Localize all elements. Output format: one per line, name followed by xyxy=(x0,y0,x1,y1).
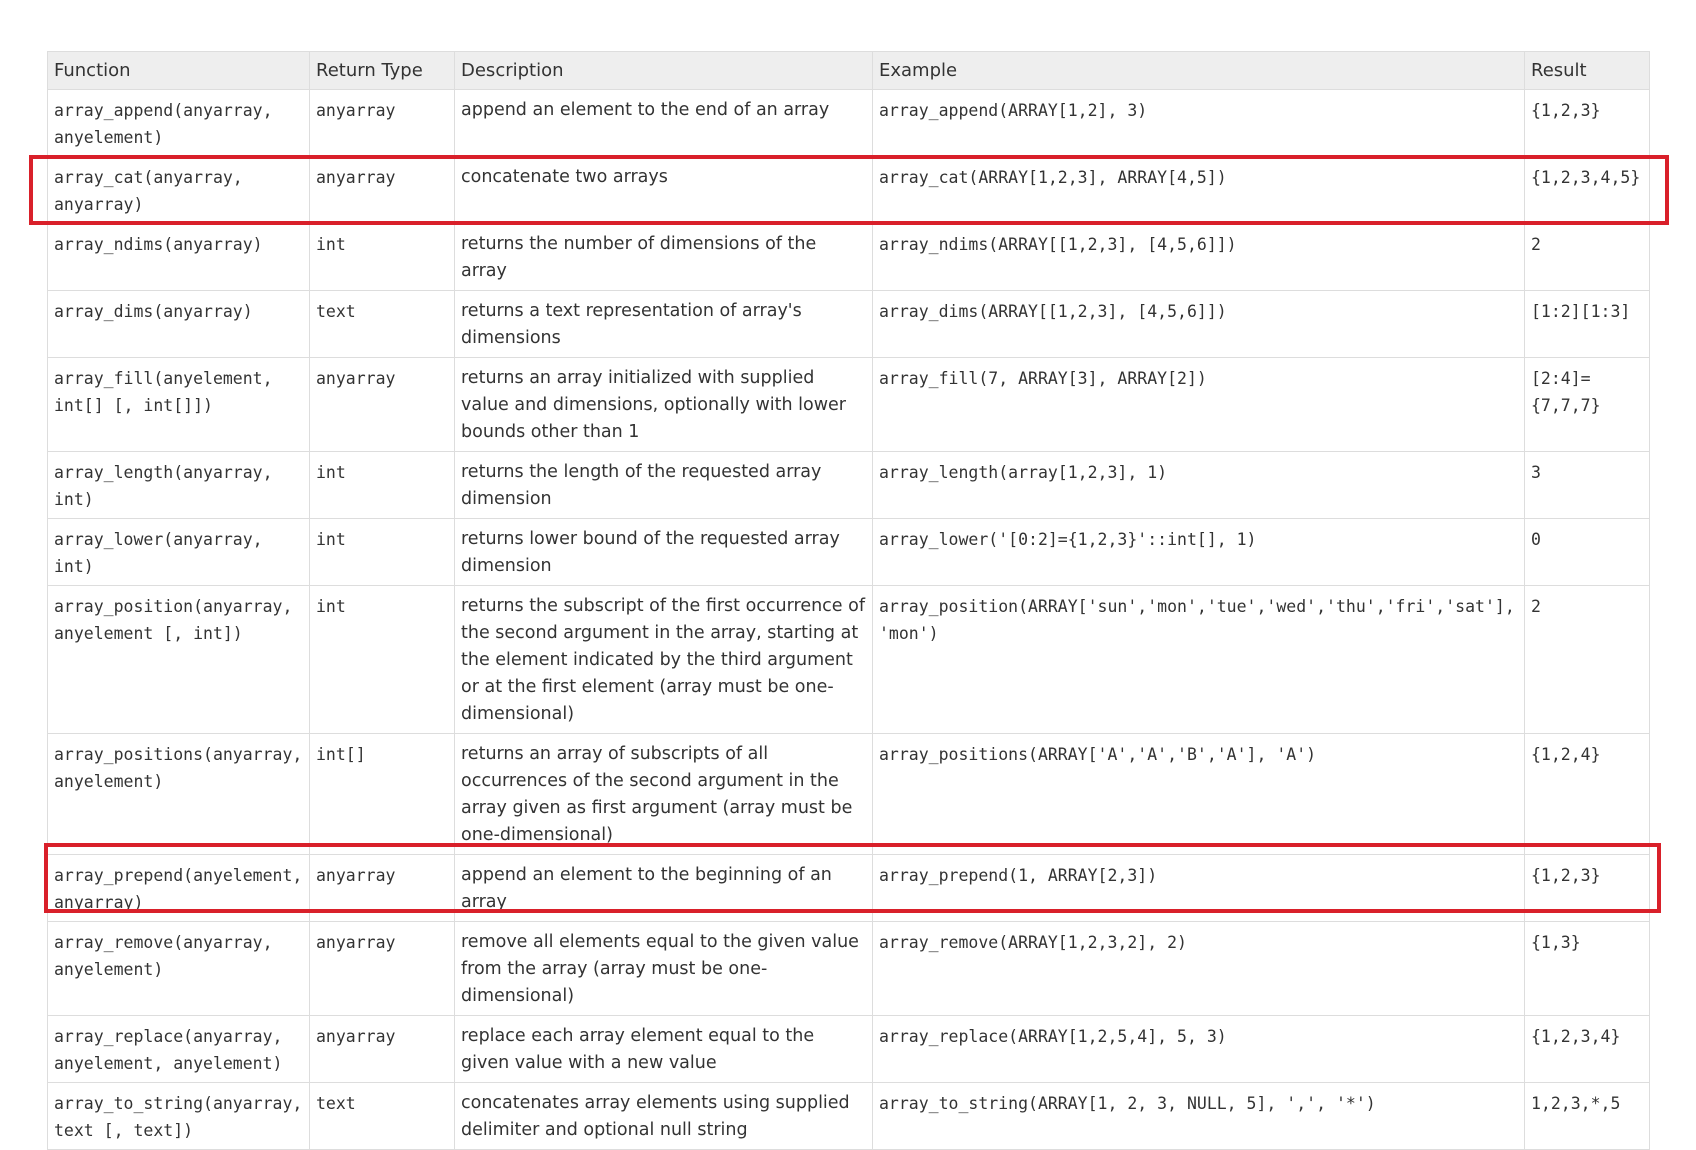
table-row xyxy=(48,586,1650,734)
table-row xyxy=(48,922,1650,1016)
function-cell: array_ndims(anyarray) xyxy=(48,224,310,291)
return-type-cell: anyarray xyxy=(310,855,455,922)
example-cell: array_positions(ARRAY['A','A','B','A'], 'A') xyxy=(873,734,1525,855)
example-cell: array_length(array[1,2,3], 1) xyxy=(873,452,1525,519)
header-result: Result xyxy=(1525,52,1650,90)
table-row xyxy=(48,1083,1650,1150)
result-cell: 2 xyxy=(1525,224,1650,291)
description-cell: returns a text representation of array's dimensions xyxy=(455,291,873,358)
description-cell: append an element to the beginning of an array xyxy=(455,855,873,922)
result-cell: [1:2][1:3] xyxy=(1525,291,1650,358)
example-cell: array_position(ARRAY['sun','mon','tue','wed','thu','fri','sat'], 'mon') xyxy=(873,586,1525,734)
return-type-cell: anyarray xyxy=(310,358,455,452)
description-cell: returns the subscript of the first occurrence of the second argument in the array, starting at the element indicated by the third argument or at the first element (array must be one-dimensional) xyxy=(455,586,873,734)
return-type-cell: int xyxy=(310,452,455,519)
result-cell: 2 xyxy=(1525,586,1650,734)
example-cell: array_append(ARRAY[1,2], 3) xyxy=(873,90,1525,157)
function-cell: array_remove(anyarray, anyelement) xyxy=(48,922,310,1016)
result-cell: {1,2,3} xyxy=(1525,90,1650,157)
description-cell: returns lower bound of the requested array dimension xyxy=(455,519,873,586)
table-row xyxy=(48,452,1650,519)
return-type-cell: int[] xyxy=(310,734,455,855)
header-return-type: Return Type xyxy=(310,52,455,90)
table-row xyxy=(48,224,1650,291)
array-functions-table xyxy=(47,51,1650,1150)
result-cell: 1,2,3,*,5 xyxy=(1525,1083,1650,1150)
array-functions-table-container xyxy=(47,51,1649,1140)
example-cell: array_to_string(ARRAY[1, 2, 3, NULL, 5], ',', '*') xyxy=(873,1083,1525,1150)
result-cell: {1,2,3,4,5} xyxy=(1525,157,1650,224)
function-cell: array_length(anyarray, int) xyxy=(48,452,310,519)
result-cell: [2:4]={7,7,7} xyxy=(1525,358,1650,452)
table-row xyxy=(48,90,1650,157)
table-row xyxy=(48,734,1650,855)
return-type-cell: int xyxy=(310,224,455,291)
example-cell: array_remove(ARRAY[1,2,3,2], 2) xyxy=(873,922,1525,1016)
example-cell: array_replace(ARRAY[1,2,5,4], 5, 3) xyxy=(873,1016,1525,1083)
header-description: Description xyxy=(455,52,873,90)
description-cell: returns the number of dimensions of the array xyxy=(455,224,873,291)
description-cell: remove all elements equal to the given value from the array (array must be one-dimensional) xyxy=(455,922,873,1016)
table-row xyxy=(48,519,1650,586)
return-type-cell: anyarray xyxy=(310,1016,455,1083)
function-cell: array_replace(anyarray, anyelement, anyelement) xyxy=(48,1016,310,1083)
example-cell: array_prepend(1, ARRAY[2,3]) xyxy=(873,855,1525,922)
return-type-cell: int xyxy=(310,586,455,734)
table-row xyxy=(48,291,1650,358)
function-cell: array_positions(anyarray, anyelement) xyxy=(48,734,310,855)
function-cell: array_append(anyarray, anyelement) xyxy=(48,90,310,157)
return-type-cell: int xyxy=(310,519,455,586)
result-cell: 3 xyxy=(1525,452,1650,519)
result-cell: 0 xyxy=(1525,519,1650,586)
return-type-cell: text xyxy=(310,291,455,358)
example-cell: array_dims(ARRAY[[1,2,3], [4,5,6]]) xyxy=(873,291,1525,358)
function-cell: array_cat(anyarray, anyarray) xyxy=(48,157,310,224)
description-cell: concatenates array elements using supplied delimiter and optional null string xyxy=(455,1083,873,1150)
description-cell: returns an array initialized with supplied value and dimensions, optionally with lower bounds other than 1 xyxy=(455,358,873,452)
description-cell: replace each array element equal to the given value with a new value xyxy=(455,1016,873,1083)
description-cell: append an element to the end of an array xyxy=(455,90,873,157)
example-cell: array_fill(7, ARRAY[3], ARRAY[2]) xyxy=(873,358,1525,452)
function-cell: array_fill(anyelement, int[] [, int[]]) xyxy=(48,358,310,452)
result-cell: {1,2,4} xyxy=(1525,734,1650,855)
table-row xyxy=(48,157,1650,224)
return-type-cell: anyarray xyxy=(310,90,455,157)
table-row xyxy=(48,855,1650,922)
result-cell: {1,3} xyxy=(1525,922,1650,1016)
example-cell: array_lower('[0:2]={1,2,3}'::int[], 1) xyxy=(873,519,1525,586)
return-type-cell: text xyxy=(310,1083,455,1150)
function-cell: array_to_string(anyarray, text [, text]) xyxy=(48,1083,310,1150)
header-example: Example xyxy=(873,52,1525,90)
result-cell: {1,2,3,4} xyxy=(1525,1016,1650,1083)
header-function: Function xyxy=(48,52,310,90)
function-cell: array_dims(anyarray) xyxy=(48,291,310,358)
return-type-cell: anyarray xyxy=(310,157,455,224)
return-type-cell: anyarray xyxy=(310,922,455,1016)
description-cell: returns the length of the requested array dimension xyxy=(455,452,873,519)
table-header-row xyxy=(48,52,1650,90)
table-row xyxy=(48,1016,1650,1083)
table-row xyxy=(48,358,1650,452)
function-cell: array_lower(anyarray, int) xyxy=(48,519,310,586)
description-cell: returns an array of subscripts of all occurrences of the second argument in the array given as first argument (array must be one-dimensional) xyxy=(455,734,873,855)
example-cell: array_ndims(ARRAY[[1,2,3], [4,5,6]]) xyxy=(873,224,1525,291)
description-cell: concatenate two arrays xyxy=(455,157,873,224)
function-cell: array_prepend(anyelement, anyarray) xyxy=(48,855,310,922)
function-cell: array_position(anyarray, anyelement [, int]) xyxy=(48,586,310,734)
example-cell: array_cat(ARRAY[1,2,3], ARRAY[4,5]) xyxy=(873,157,1525,224)
result-cell: {1,2,3} xyxy=(1525,855,1650,922)
